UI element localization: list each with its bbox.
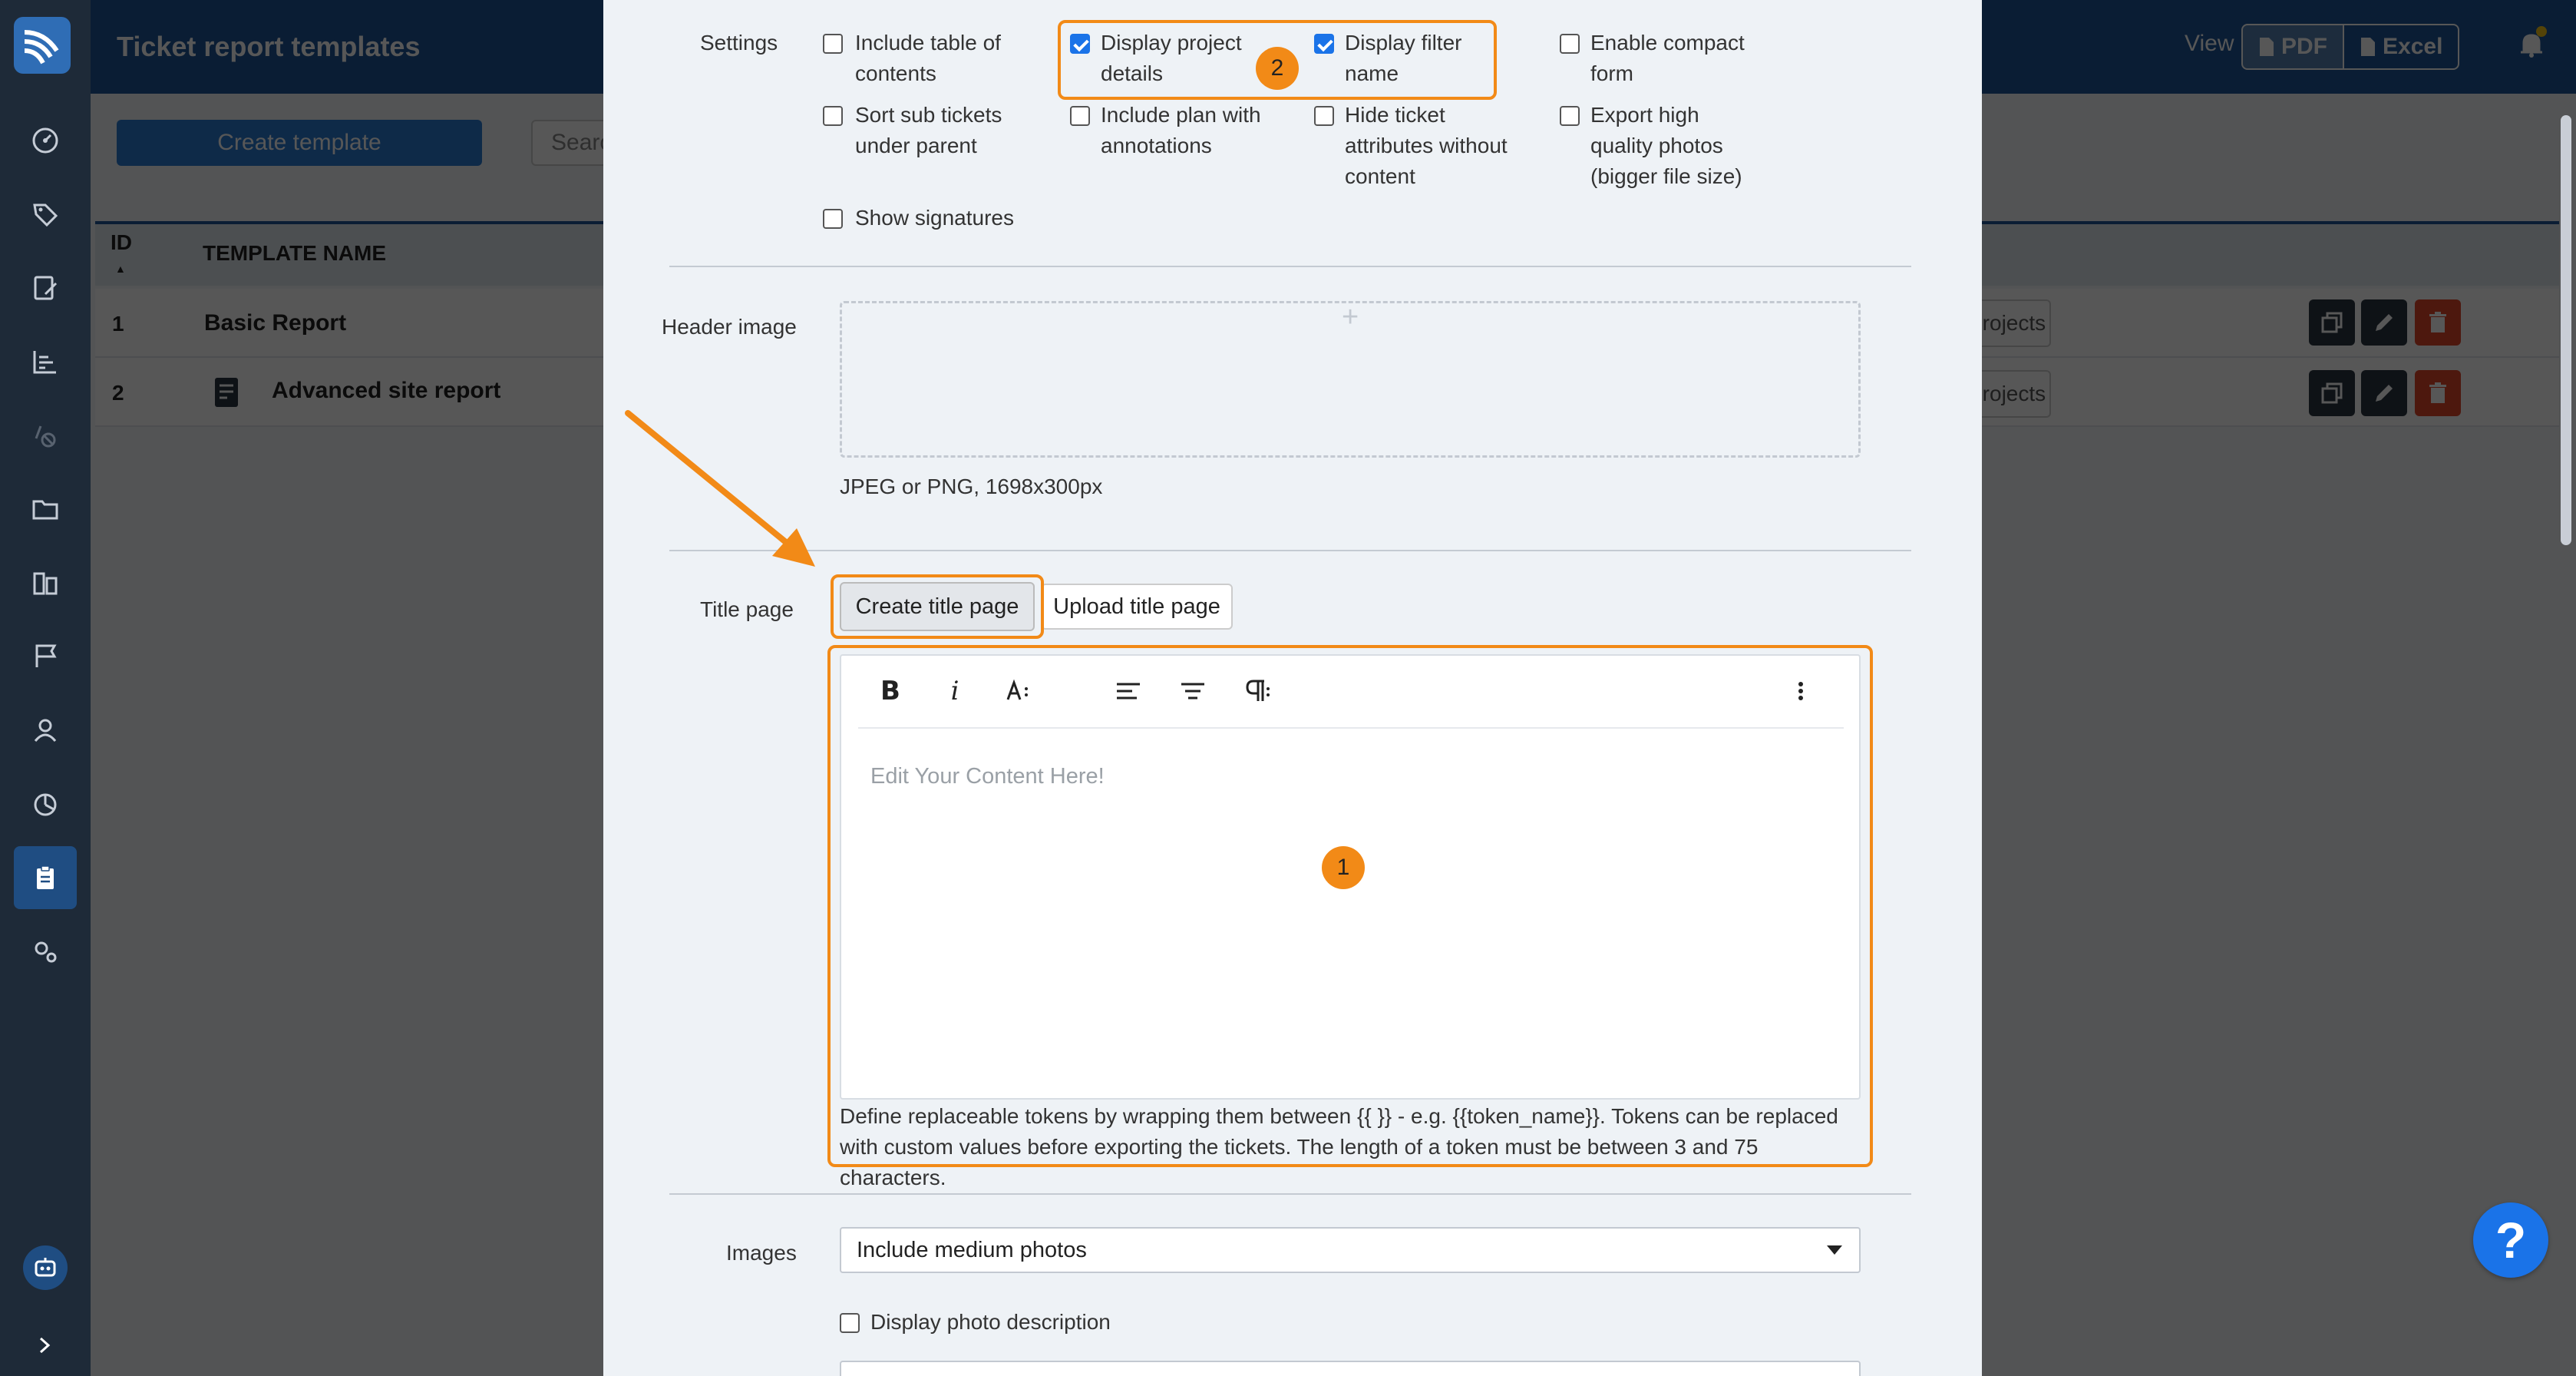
checkbox-label: Sort sub tickets under parent: [855, 103, 1002, 157]
sidebar-item-users[interactable]: [14, 699, 77, 762]
section-divider: [669, 266, 1911, 267]
editor-placeholder: Edit Your Content Here!: [870, 764, 1105, 789]
pie-chart-icon: [30, 789, 61, 819]
dashboard-icon: [30, 125, 61, 156]
help-button[interactable]: [2473, 1202, 2548, 1278]
checkbox-label: Include plan with annotations: [1101, 103, 1261, 157]
sidebar-expand-button[interactable]: [28, 1328, 61, 1362]
checkbox-include-table-of-contents[interactable]: [823, 34, 843, 54]
italic-icon: i: [950, 676, 959, 706]
sidebar-item-disabled: [14, 404, 77, 467]
bold-icon: B: [880, 676, 900, 706]
sidebar-item-report-edit[interactable]: [14, 256, 77, 319]
checkbox-label: Enable compact form: [1590, 31, 1745, 85]
highlight-box-create-title: [831, 574, 1044, 639]
sidebar-item-buildings[interactable]: [14, 551, 77, 614]
sidebar-item-tags[interactable]: [14, 183, 77, 246]
sidebar: [0, 0, 91, 1376]
sidebar-item-statistics[interactable]: [14, 772, 77, 835]
step-badge-2: 2: [1256, 47, 1299, 90]
header-image-label: Header image: [662, 315, 797, 339]
page-scrollbar[interactable]: [2561, 115, 2571, 545]
flag-icon: [30, 641, 61, 672]
checkbox-enable-compact-form[interactable]: [1560, 34, 1580, 54]
checkbox-show-signatures[interactable]: [823, 209, 843, 229]
highlight-box-1: [827, 645, 1873, 1167]
report-edit-icon: [30, 273, 61, 303]
chevron-right-icon: [35, 1336, 54, 1354]
create-title-page-button[interactable]: Create title page: [840, 582, 1035, 631]
sidebar-item-dashboard[interactable]: [14, 109, 77, 172]
checkbox-export-high-quality-photos[interactable]: [1560, 106, 1580, 126]
chevron-down-icon: [1827, 1245, 1842, 1255]
checkbox-label: Export high quality photos (bigger file size): [1590, 103, 1742, 188]
checkbox-hide-empty-attributes[interactable]: [1314, 106, 1334, 126]
section-divider: [669, 1193, 1911, 1195]
images-label: Images: [726, 1241, 797, 1265]
annotation-arrow-icon: [614, 399, 829, 584]
chart-icon: [30, 346, 61, 377]
folder-icon: [30, 494, 61, 524]
checkbox-sort-sub-tickets[interactable]: [823, 106, 843, 126]
images-select[interactable]: Include medium photos: [840, 1227, 1861, 1273]
question-mark-icon: ?: [2495, 1212, 2527, 1268]
checkbox-label: Hide ticket attributes without content: [1345, 103, 1508, 188]
sidebar-item-settings[interactable]: [14, 920, 77, 983]
checkbox-label: Include table of contents: [855, 31, 1001, 85]
bot-icon: [32, 1255, 58, 1281]
section-divider: [669, 550, 1911, 551]
sidebar-item-flags[interactable]: [14, 625, 77, 688]
checkbox-label: Display filter name: [1345, 31, 1462, 85]
buildings-icon: [30, 567, 61, 598]
sidebar-item-folders[interactable]: [14, 478, 77, 541]
checkbox-label: Show signatures: [855, 206, 1015, 230]
header-image-hint: JPEG or PNG, 1698x300px: [840, 475, 1103, 498]
settings-icon: [30, 936, 61, 967]
step-badge-1: 1: [1322, 846, 1365, 889]
sidebar-item-report-templates[interactable]: [14, 846, 77, 909]
clipboard-icon: [30, 862, 61, 893]
token-hint: Define replaceable tokens by wrapping them between {{ }} - e.g. {{token_name}}. Tokens can be replaced with custom values before exporting the tickets. The length of a token must be between 3 and 75 characters.: [840, 1104, 1838, 1189]
title-page-label: Title page: [700, 597, 794, 621]
checkbox-display-photo-description[interactable]: [840, 1313, 860, 1333]
settings-label: Settings: [700, 31, 778, 55]
tags-icon: [30, 199, 61, 230]
user-icon: [30, 715, 61, 746]
checkbox-include-plan-annotations[interactable]: [1070, 106, 1090, 126]
checkbox-label: Display project details: [1101, 31, 1242, 85]
upload-title-page-button[interactable]: Upload title page: [1041, 584, 1233, 630]
disabled-icon: [30, 420, 61, 451]
app-logo[interactable]: [14, 17, 71, 74]
next-field-input[interactable]: [840, 1361, 1861, 1376]
assistant-bot-button[interactable]: [23, 1245, 68, 1290]
sidebar-item-charts[interactable]: [14, 330, 77, 393]
checkbox-label: Display photo description: [870, 1310, 1111, 1334]
plus-icon: +: [1342, 301, 1359, 333]
